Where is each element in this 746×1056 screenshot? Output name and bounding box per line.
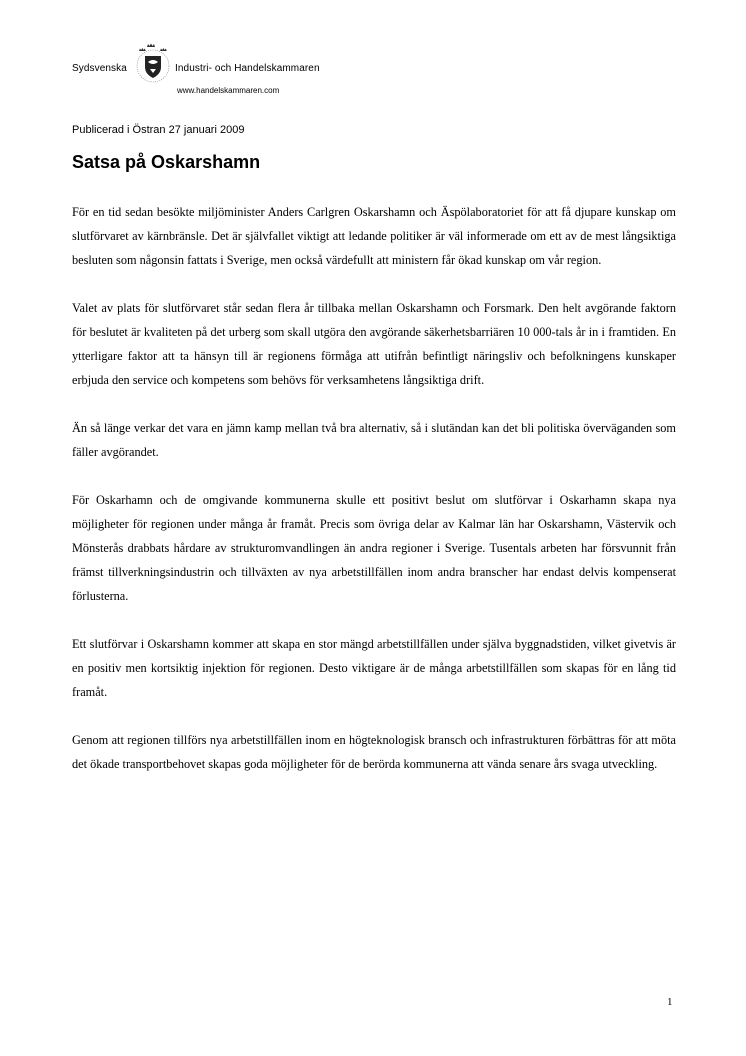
org-name-right: Industri- och Handelskammaren (175, 63, 320, 74)
paragraph: Valet av plats för slutförvaret står sedan flera år tillbaka mellan Oskarshamn och Forsmark. Den helt avgörande faktorn för beslutet är kvaliteten på det urberg som skall utgöra den avgörande säkerhetsbarriären 10 000-tals år in i framtiden. En ytterligare faktor att ta hänsyn till är regionens förmåga att utifrån befintligt näringsliv och befolkningens kunskaper erbjuda den service och kompetens som behövs för verksamhetens långsiktiga drift. (72, 301, 676, 387)
website-url: www.handelskammaren.com (177, 86, 280, 95)
page-number: 1 (667, 996, 673, 1008)
paragraph: Ett slutförvar i Oskarshamn kommer att skapa en stor mängd arbetstillfällen under själva byggnadstiden, vilket givetvis är en positiv men kortsiktig injektion för regionen. Desto viktigare är de många arbetstillfällen som skapas för en lång tid framåt. (72, 637, 676, 699)
paragraph: Än så länge verkar det vara en jämn kamp mellan två bra alternativ, så i slutändan kan det bli politiska överväganden som fäller avgörandet. (72, 421, 676, 459)
article-title: Satsa på Oskarshamn (72, 152, 261, 172)
publication-note: Publicerad i Östran 27 januari 2009 (72, 124, 245, 136)
paragraph: För Oskarhamn och de omgivande kommunerna skulle ett positivt beslut om slutförvar i Oskarhamn skapa nya möjligheter för regionen under många år framåt. Precis som övriga delar av Kalmar län har Oskarshamn, Västervik och Mönsterås drabbats hårdare av strukturomvandlingen än andra regioner i Sverige. Tusentals arbeten har försvunnit från främst tillverkningsindustrin och tillväxten av nya arbetstillfällen inom andra branscher har endast delvis kompenserat förlusterna. (72, 493, 676, 603)
org-name-left: Sydsvenska (72, 63, 127, 74)
paragraph: För en tid sedan besökte miljöminister Anders Carlgren Oskarshamn och Äspölaboratoriet för att få djupare kunskap om slutförvaret av kärnbränsle. Det är självfallet viktigt att ledande politiker är väl informerade om ett av de mest långsiktiga besluten som någonsin fattats i Sverige, men också värdefullt att ministern får ökad kunskap om vår region. (72, 205, 676, 267)
three-crowns-crest-icon (134, 42, 172, 86)
letterhead (72, 40, 372, 100)
article-body (72, 200, 676, 800)
paragraph: Genom att regionen tillförs nya arbetstillfällen inom en högteknologisk bransch och infrastrukturen förbättras för att möta det ökade transportbehovet skapas goda möjligheter för de berörda kommunerna att vända senare års svaga utveckling. (72, 733, 676, 771)
